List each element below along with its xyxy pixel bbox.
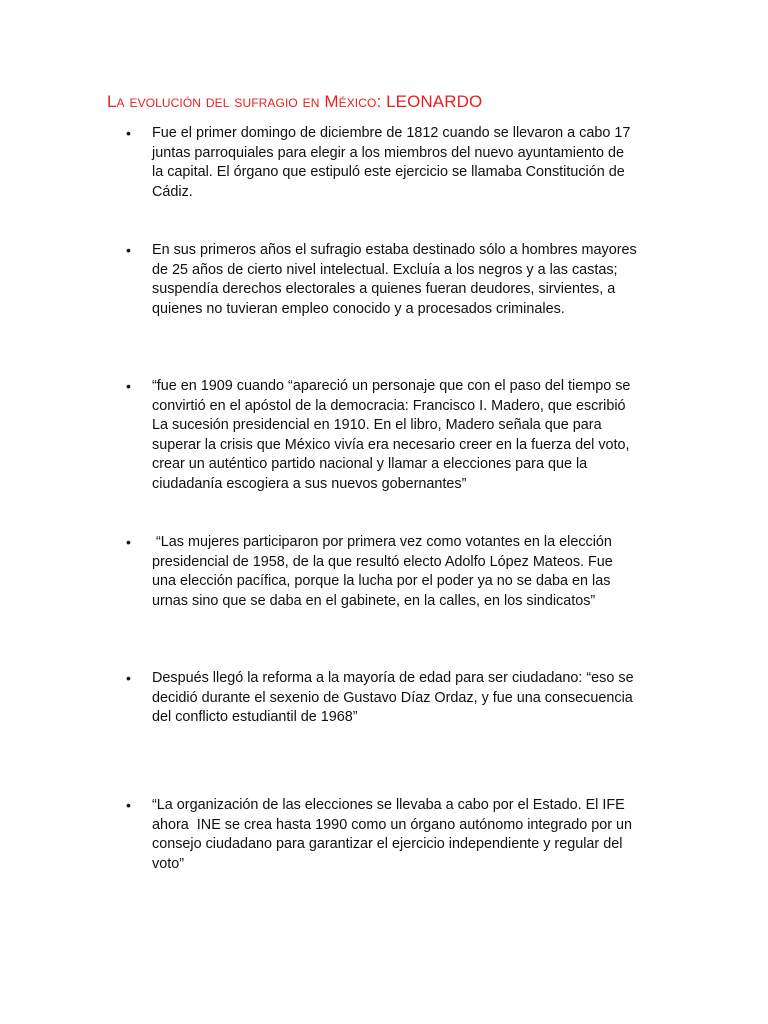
bullet-text: [152, 796, 672, 874]
bullet-icon: •: [126, 670, 131, 686]
text-line: decidió durante el sexenio de Gustavo Díaz Ordaz, y fue una consecuencia: [152, 689, 633, 706]
document-title: [107, 92, 482, 112]
text-line: voto”: [152, 855, 184, 872]
text-line: ciudadanía escogiera a sus nuevos gobernantes”: [152, 475, 467, 492]
text-line: La sucesión presidencial en 1910. En el libro, Madero señala que para: [152, 417, 602, 433]
title-author: LEONARDO: [386, 92, 483, 111]
text-line: “fue en 1909 cuando “apareció un personaje que con el paso del tiempo se: [152, 378, 631, 394]
bullet-text: [152, 669, 672, 728]
text-line: del conflicto estudiantil de 1968”: [152, 709, 358, 725]
bullet-text: [152, 241, 672, 319]
bullet-icon: •: [126, 378, 131, 394]
bullet-text: [152, 377, 672, 494]
text-line: “Las mujeres participaron por primera vez como votantes en la elección: [152, 534, 612, 550]
bullet-icon: •: [126, 242, 131, 258]
text-line: de 25 años de cierto nivel intelectual. Excluía a los negros y a las castas;: [152, 261, 618, 278]
text-line: superar la crisis que México vivía era necesario creer en la fuerza del voto,: [152, 436, 630, 453]
bullet-icon: •: [126, 534, 131, 550]
text-line: crear un auténtico partido nacional y llamar a elecciones para que la: [152, 456, 588, 472]
text-line: Cádiz.: [152, 183, 193, 200]
bullet-icon: •: [126, 797, 131, 813]
text-line: “La organización de las elecciones se llevaba a cabo por el Estado. El IFE: [152, 797, 625, 813]
text-line: En sus primeros años el sufragio estaba destinado sólo a hombres mayores: [152, 242, 637, 258]
text-line: una elección pacífica, porque la lucha por el poder ya no se daba en las: [152, 573, 611, 589]
text-line: ahora INE se crea hasta 1990 como un órgano autónomo integrado por un: [152, 816, 633, 833]
text-line: quienes no tuvieran empleo conocido y a procesados criminales.: [152, 300, 565, 317]
text-line: convirtió en el apóstol de la democracia: Francisco I. Madero, que escribió: [152, 397, 626, 414]
bullet-text: [152, 533, 672, 611]
text-line: juntas parroquiales para elegir a los miembros del nuevo ayuntamiento de: [152, 144, 624, 161]
text-line: presidencial de 1958, de la que resultó electo Adolfo López Mateos. Fue: [152, 553, 613, 570]
title-main: La evolución del sufragio en México:: [107, 92, 387, 111]
text-line: Después llegó la reforma a la mayoría de edad para ser ciudadano: “eso se: [152, 670, 634, 686]
bullet-text: [152, 124, 672, 202]
text-line: la capital. El órgano que estipuló este ejercicio se llamaba Constitución de: [152, 164, 625, 180]
text-line: suspendía derechos electorales a quienes fueran deudores, sirvientes, a: [152, 281, 616, 297]
text-line: consejo ciudadano para garantizar el ejercicio independiente y regular del: [152, 836, 623, 852]
text-line: urnas sino que se daba en el gabinete, en la calles, en los sindicatos”: [152, 592, 596, 609]
text-line: Fue el primer domingo de diciembre de 1812 cuando se llevaron a cabo 17: [152, 125, 631, 141]
bullet-icon: •: [126, 125, 131, 141]
